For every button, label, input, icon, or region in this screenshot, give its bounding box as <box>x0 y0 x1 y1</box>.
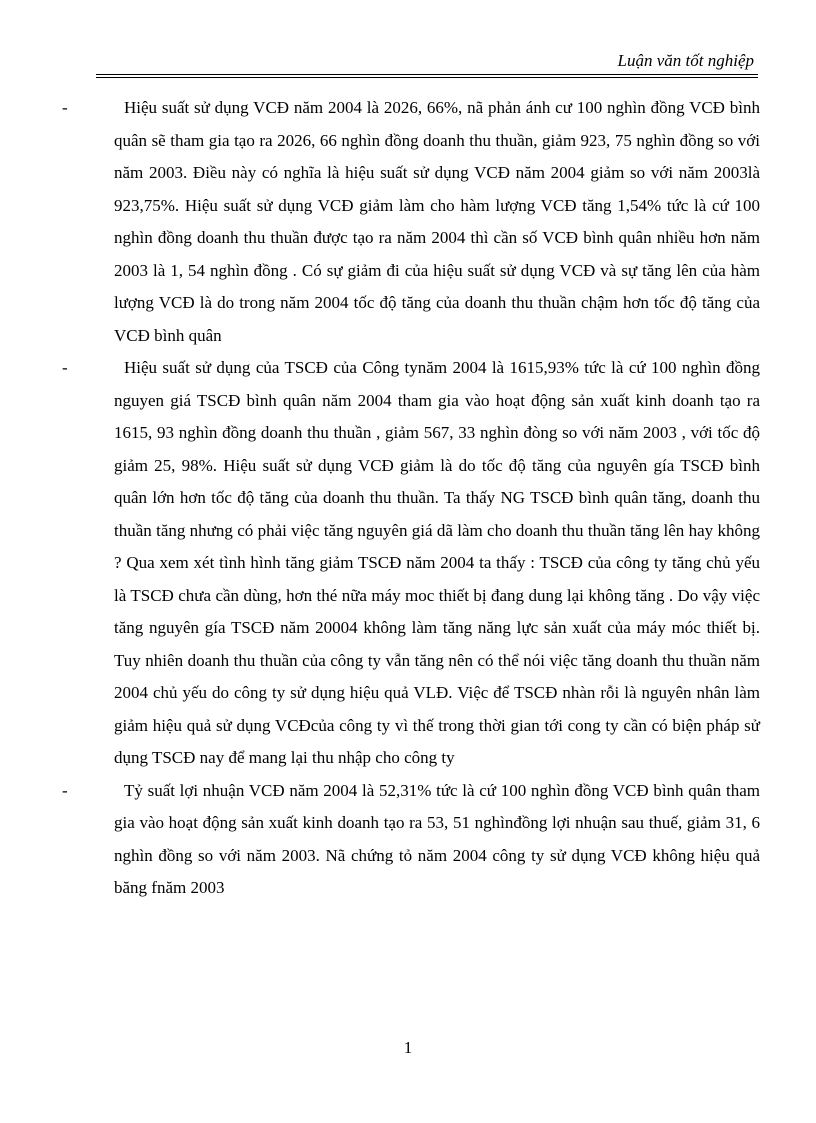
header-title: Luận văn tốt nghiệp <box>617 51 754 70</box>
header-divider <box>96 77 758 78</box>
list-item <box>60 352 760 775</box>
bullet-dash: - <box>62 98 68 117</box>
page-number: 1 <box>403 1038 413 1057</box>
paragraph-tscd-efficiency: Hiệu suất sử dụng của TSCĐ của Công tynăm 2004 là 1615,93% tức là cứ 100 nghìn đồng nguyen giá TSCĐ bình quân năm 2004 tham gia vào hoạt động sản xuất kinh doanh tạo ra 1615, 93 nghìn đồng doanh thu thuần , giảm 567, 33 nghìn đòng so với năm 2003 , với tốc độ giảm 25, 98%. Hiệu suất sử dụng VCĐ giảm là do tốc độ tăng của nguyên gía TSCĐ bình quân lớn hơn tốc độ tăng của doanh thu thuần. Ta thấy NG TSCĐ bình quân tăng, doanh thu thuần tăng nhưng có phải việc tăng nguyên giá dã làm cho doanh thu thuần tăng lên hay không ? Qua xem xét tình hình tăng giảm TSCĐ năm 2004 ta thấy : TSCĐ của công ty tăng chủ yếu là TSCĐ chưa cần dùng, hơn thé nữa máy moc thiết bị đang dung lại không tăng . Do vậy việc tăng nguyên gía TSCĐ năm 20004 không làm tăng năng lực sản xuất của máy móc thiết bị. Tuy nhiên doanh thu thuần của công ty vẫn tăng nên có thể nói việc tăng doanh thu thuần năm 2004 chủ yếu do công ty sử dụng hiệu quả VLĐ. Việc để TSCĐ nhàn rỗi là nguyên nhân làm giảm hiệu quả sử dụng VCĐcủa công ty vì thế trong thời gian tới cong ty cần có biện pháp sử dụng TSCĐ nay để mang lại thu nhập cho công ty <box>114 358 760 767</box>
list-item <box>60 775 760 905</box>
bullet-dash: - <box>62 358 68 377</box>
paragraph-vcd-efficiency: Hiệu suất sử dụng VCĐ năm 2004 là 2026, 66%, nã phản ánh cư 100 nghìn đồng VCĐ bình quân sẽ tham gia tạo ra 2026, 66 nghìn đồng doanh thu thuần, giảm 923, 75 nghìn đồng so với năm 2003. Điều này có nghĩa là hiệu suất sử dụng VCĐ năm 2004 giảm so với năm 2003là 923,75%. Hiệu suất sử dụng VCĐ giảm làm cho hàm lượng VCĐ tăng 1,54% tức là cứ 100 nghìn đồng doanh thu thuần được tạo ra năm 2004 thì cần số VCĐ bình quân nhiều hơn năm 2003 là 1, 54 nghìn đồng . Có sự giảm đi của hiệu suất sử dụng VCĐ và sự tăng lên của hàm lượng VCĐ là do trong năm 2004 tốc độ tăng của doanh thu thuần chậm hơn tốc độ tăng của VCĐ bình quân <box>114 98 760 345</box>
paragraph-vcd-profit-rate: Tỷ suất lợi nhuận VCĐ năm 2004 là 52,31% tức là cứ 100 nghìn đồng VCĐ bình quân tham gia vào hoạt động sản xuất kinh doanh tạo ra 53, 51 nghìnđồng lợi nhuận sau thuế, giảm 31, 6 nghìn đồng so với năm 2003. Nã chứng tỏ năm 2004 công ty sử dụng VCĐ không hiệu quả băng fnăm 2003 <box>114 780 760 897</box>
page-header <box>96 50 758 75</box>
list-item <box>60 92 760 352</box>
bullet-dash: - <box>62 780 68 800</box>
document-body <box>60 92 760 905</box>
